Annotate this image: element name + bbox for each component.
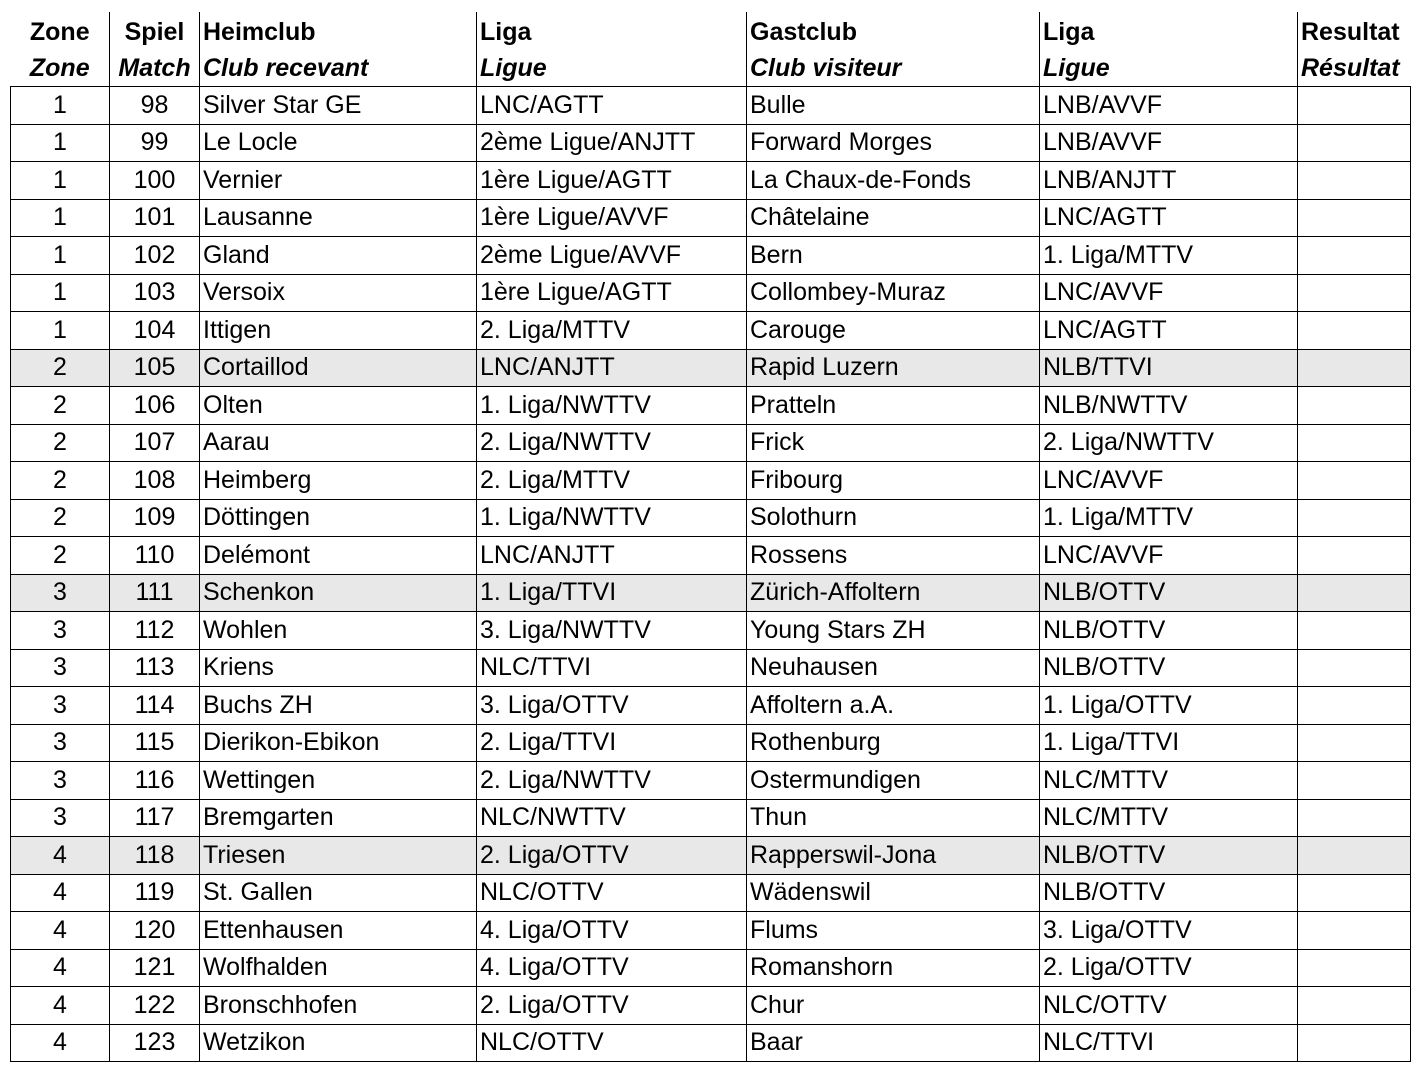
away-league-cell: NLB/OTTV	[1040, 837, 1298, 875]
result-cell	[1298, 837, 1411, 875]
fixture-table	[10, 12, 1411, 1062]
match-cell: 108	[110, 462, 200, 500]
away-league-cell: NLB/NWTTV	[1040, 387, 1298, 425]
header-home-league	[477, 12, 747, 87]
home-club-cell: Wettingen	[200, 762, 477, 800]
home-club-cell: Döttingen	[200, 499, 477, 537]
result-cell	[1298, 349, 1411, 387]
away-club-cell: Châtelaine	[747, 199, 1040, 237]
away-club-cell: Wädenswil	[747, 874, 1040, 912]
zone-cell: 3	[11, 762, 110, 800]
zone-cell: 3	[11, 612, 110, 650]
table-row	[11, 724, 1411, 762]
home-league-cell: LNC/ANJTT	[477, 349, 747, 387]
zone-cell: 4	[11, 1024, 110, 1062]
match-cell: 120	[110, 912, 200, 950]
result-cell	[1298, 762, 1411, 800]
home-club-cell: Schenkon	[200, 574, 477, 612]
zone-cell: 1	[11, 312, 110, 350]
away-league-cell: NLB/TTVI	[1040, 349, 1298, 387]
away-league-cell: 2. Liga/NWTTV	[1040, 424, 1298, 462]
home-club-cell: Cortaillod	[200, 349, 477, 387]
table-row	[11, 312, 1411, 350]
home-club-cell: Olten	[200, 387, 477, 425]
table-row	[11, 987, 1411, 1025]
home-club-cell: Vernier	[200, 162, 477, 200]
away-league-cell: LNC/AGTT	[1040, 312, 1298, 350]
home-league-cell: NLC/OTTV	[477, 1024, 747, 1062]
match-cell: 114	[110, 687, 200, 725]
result-cell	[1298, 162, 1411, 200]
home-club-cell: Silver Star GE	[200, 87, 477, 125]
away-club-cell: Chur	[747, 987, 1040, 1025]
home-league-cell: 4. Liga/OTTV	[477, 949, 747, 987]
match-cell: 115	[110, 724, 200, 762]
result-cell	[1298, 987, 1411, 1025]
table-row	[11, 762, 1411, 800]
home-league-cell: NLC/NWTTV	[477, 799, 747, 837]
away-club-cell: Zürich-Affoltern	[747, 574, 1040, 612]
result-cell	[1298, 799, 1411, 837]
table-row	[11, 799, 1411, 837]
result-cell	[1298, 199, 1411, 237]
header-away	[747, 12, 1040, 87]
away-club-cell: Collombey-Muraz	[747, 274, 1040, 312]
home-league-cell: 1ère Ligue/AGTT	[477, 274, 747, 312]
match-cell: 102	[110, 237, 200, 275]
result-cell	[1298, 874, 1411, 912]
match-cell: 109	[110, 499, 200, 537]
table-row	[11, 649, 1411, 687]
table-row	[11, 424, 1411, 462]
header-away-league	[1040, 12, 1298, 87]
match-cell: 107	[110, 424, 200, 462]
home-club-cell: Bremgarten	[200, 799, 477, 837]
zone-cell: 3	[11, 799, 110, 837]
home-league-cell: 3. Liga/OTTV	[477, 687, 747, 725]
match-cell: 105	[110, 349, 200, 387]
result-cell	[1298, 424, 1411, 462]
match-cell: 110	[110, 537, 200, 575]
zone-cell: 3	[11, 649, 110, 687]
zone-cell: 3	[11, 724, 110, 762]
match-cell: 119	[110, 874, 200, 912]
home-league-cell: 1. Liga/NWTTV	[477, 499, 747, 537]
result-cell	[1298, 649, 1411, 687]
away-club-cell: La Chaux-de-Fonds	[747, 162, 1040, 200]
home-club-cell: Delémont	[200, 537, 477, 575]
zone-cell: 4	[11, 874, 110, 912]
home-league-cell: 4. Liga/OTTV	[477, 912, 747, 950]
table-row	[11, 837, 1411, 875]
match-cell: 101	[110, 199, 200, 237]
header-away-de: Gastclub	[750, 18, 857, 46]
away-club-cell: Rossens	[747, 537, 1040, 575]
table-row	[11, 274, 1411, 312]
table-row	[11, 237, 1411, 275]
header-match	[110, 12, 200, 87]
header-home	[200, 12, 477, 87]
match-cell: 98	[110, 87, 200, 125]
home-club-cell: Ittigen	[200, 312, 477, 350]
result-cell	[1298, 724, 1411, 762]
away-club-cell: Baar	[747, 1024, 1040, 1062]
home-league-cell: 2ème Ligue/AVVF	[477, 237, 747, 275]
away-club-cell: Flums	[747, 912, 1040, 950]
away-club-cell: Frick	[747, 424, 1040, 462]
home-league-cell: 2. Liga/MTTV	[477, 462, 747, 500]
result-cell	[1298, 87, 1411, 125]
away-club-cell: Bulle	[747, 87, 1040, 125]
home-league-cell: 1ère Ligue/AGTT	[477, 162, 747, 200]
zone-cell: 1	[11, 124, 110, 162]
away-league-cell: LNC/AGTT	[1040, 199, 1298, 237]
header-zone-de: Zone	[29, 18, 90, 46]
away-league-cell: NLB/OTTV	[1040, 874, 1298, 912]
zone-cell: 2	[11, 424, 110, 462]
away-league-cell: NLB/OTTV	[1040, 574, 1298, 612]
result-cell	[1298, 462, 1411, 500]
away-league-cell: LNC/AVVF	[1040, 537, 1298, 575]
away-club-cell: Rothenburg	[747, 724, 1040, 762]
home-club-cell: Bronschhofen	[200, 987, 477, 1025]
match-cell: 122	[110, 987, 200, 1025]
zone-cell: 1	[11, 274, 110, 312]
match-cell: 99	[110, 124, 200, 162]
table-row	[11, 912, 1411, 950]
away-club-cell: Thun	[747, 799, 1040, 837]
home-league-cell: NLC/TTVI	[477, 649, 747, 687]
result-cell	[1298, 312, 1411, 350]
home-league-cell: 2. Liga/OTTV	[477, 837, 747, 875]
home-league-cell: 2. Liga/OTTV	[477, 987, 747, 1025]
away-league-cell: LNC/AVVF	[1040, 274, 1298, 312]
table-row	[11, 387, 1411, 425]
home-club-cell: St. Gallen	[200, 874, 477, 912]
result-cell	[1298, 912, 1411, 950]
away-league-cell: 1. Liga/OTTV	[1040, 687, 1298, 725]
result-cell	[1298, 387, 1411, 425]
result-cell	[1298, 612, 1411, 650]
home-club-cell: Kriens	[200, 649, 477, 687]
header-away-fr: Club visiteur	[750, 54, 902, 82]
away-club-cell: Carouge	[747, 312, 1040, 350]
match-cell: 118	[110, 837, 200, 875]
header-result-de: Resultat	[1301, 18, 1400, 46]
zone-cell: 4	[11, 912, 110, 950]
home-club-cell: Wetzikon	[200, 1024, 477, 1062]
home-league-cell: 1. Liga/NWTTV	[477, 387, 747, 425]
home-league-cell: 3. Liga/NWTTV	[477, 612, 747, 650]
table-row	[11, 87, 1411, 125]
home-club-cell: Buchs ZH	[200, 687, 477, 725]
away-club-cell: Young Stars ZH	[747, 612, 1040, 650]
zone-cell: 4	[11, 949, 110, 987]
home-club-cell: Le Locle	[200, 124, 477, 162]
away-league-cell: NLC/MTTV	[1040, 762, 1298, 800]
zone-cell: 2	[11, 349, 110, 387]
zone-cell: 4	[11, 837, 110, 875]
table-row	[11, 874, 1411, 912]
header-home-league-de: Liga	[480, 18, 532, 46]
away-league-cell: LNB/ANJTT	[1040, 162, 1298, 200]
zone-cell: 3	[11, 687, 110, 725]
away-club-cell: Solothurn	[747, 499, 1040, 537]
home-club-cell: Lausanne	[200, 199, 477, 237]
home-club-cell: Heimberg	[200, 462, 477, 500]
header-match-de: Spiel	[124, 18, 185, 46]
away-club-cell: Bern	[747, 237, 1040, 275]
table-row	[11, 612, 1411, 650]
away-league-cell: NLB/OTTV	[1040, 649, 1298, 687]
result-cell	[1298, 499, 1411, 537]
away-club-cell: Pratteln	[747, 387, 1040, 425]
header-zone-fr: Zone	[29, 54, 90, 82]
header-away-league-de: Liga	[1043, 18, 1095, 46]
header-zone	[11, 12, 110, 87]
result-cell	[1298, 1024, 1411, 1062]
header-home-fr: Club recevant	[203, 54, 369, 82]
zone-cell: 2	[11, 537, 110, 575]
home-league-cell: LNC/ANJTT	[477, 537, 747, 575]
home-league-cell: LNC/AGTT	[477, 87, 747, 125]
header-match-fr: Match	[118, 54, 191, 82]
match-cell: 123	[110, 1024, 200, 1062]
match-cell: 113	[110, 649, 200, 687]
away-league-cell: 2. Liga/OTTV	[1040, 949, 1298, 987]
home-club-cell: Aarau	[200, 424, 477, 462]
table-row	[11, 687, 1411, 725]
away-club-cell: Rapperswil-Jona	[747, 837, 1040, 875]
home-league-cell: 2. Liga/TTVI	[477, 724, 747, 762]
home-league-cell: 2ème Ligue/ANJTT	[477, 124, 747, 162]
home-club-cell: Versoix	[200, 274, 477, 312]
result-cell	[1298, 124, 1411, 162]
header-away-league-fr: Ligue	[1043, 54, 1110, 82]
header-result-fr: Résultat	[1301, 54, 1400, 82]
table-row	[11, 499, 1411, 537]
home-league-cell: 1ère Ligue/AVVF	[477, 199, 747, 237]
match-cell: 103	[110, 274, 200, 312]
fixture-body	[11, 87, 1411, 1062]
home-club-cell: Ettenhausen	[200, 912, 477, 950]
away-league-cell: NLC/OTTV	[1040, 987, 1298, 1025]
away-club-cell: Ostermundigen	[747, 762, 1040, 800]
away-club-cell: Affoltern a.A.	[747, 687, 1040, 725]
table-row	[11, 949, 1411, 987]
result-cell	[1298, 537, 1411, 575]
match-cell: 117	[110, 799, 200, 837]
home-club-cell: Wolfhalden	[200, 949, 477, 987]
header-result	[1298, 12, 1411, 87]
home-league-cell: 1. Liga/TTVI	[477, 574, 747, 612]
zone-cell: 4	[11, 987, 110, 1025]
home-club-cell: Triesen	[200, 837, 477, 875]
away-league-cell: 1. Liga/TTVI	[1040, 724, 1298, 762]
zone-cell: 1	[11, 199, 110, 237]
match-cell: 116	[110, 762, 200, 800]
away-league-cell: 3. Liga/OTTV	[1040, 912, 1298, 950]
home-league-cell: NLC/OTTV	[477, 874, 747, 912]
result-cell	[1298, 237, 1411, 275]
header-home-league-fr: Ligue	[480, 54, 547, 82]
home-club-cell: Wohlen	[200, 612, 477, 650]
table-row	[11, 349, 1411, 387]
table-row	[11, 462, 1411, 500]
table-row	[11, 124, 1411, 162]
away-league-cell: 1. Liga/MTTV	[1040, 237, 1298, 275]
match-cell: 100	[110, 162, 200, 200]
home-league-cell: 2. Liga/MTTV	[477, 312, 747, 350]
match-cell: 121	[110, 949, 200, 987]
away-club-cell: Neuhausen	[747, 649, 1040, 687]
away-club-cell: Fribourg	[747, 462, 1040, 500]
away-club-cell: Rapid Luzern	[747, 349, 1040, 387]
away-league-cell: LNB/AVVF	[1040, 124, 1298, 162]
table-row	[11, 199, 1411, 237]
table-row	[11, 1024, 1411, 1062]
match-cell: 104	[110, 312, 200, 350]
zone-cell: 1	[11, 237, 110, 275]
zone-cell: 1	[11, 87, 110, 125]
home-club-cell: Dierikon-Ebikon	[200, 724, 477, 762]
match-cell: 111	[110, 574, 200, 612]
table-row	[11, 537, 1411, 575]
zone-cell: 3	[11, 574, 110, 612]
header-row	[11, 12, 1411, 87]
home-club-cell: Gland	[200, 237, 477, 275]
zone-cell: 2	[11, 387, 110, 425]
away-league-cell: NLB/OTTV	[1040, 612, 1298, 650]
zone-cell: 2	[11, 462, 110, 500]
away-league-cell: LNB/AVVF	[1040, 87, 1298, 125]
away-league-cell: LNC/AVVF	[1040, 462, 1298, 500]
result-cell	[1298, 574, 1411, 612]
away-league-cell: NLC/MTTV	[1040, 799, 1298, 837]
away-league-cell: 1. Liga/MTTV	[1040, 499, 1298, 537]
home-league-cell: 2. Liga/NWTTV	[477, 424, 747, 462]
away-league-cell: NLC/TTVI	[1040, 1024, 1298, 1062]
result-cell	[1298, 274, 1411, 312]
zone-cell: 2	[11, 499, 110, 537]
result-cell	[1298, 687, 1411, 725]
table-row	[11, 162, 1411, 200]
away-club-cell: Romanshorn	[747, 949, 1040, 987]
zone-cell: 1	[11, 162, 110, 200]
match-cell: 106	[110, 387, 200, 425]
result-cell	[1298, 949, 1411, 987]
header-home-de: Heimclub	[203, 18, 316, 46]
away-club-cell: Forward Morges	[747, 124, 1040, 162]
home-league-cell: 2. Liga/NWTTV	[477, 762, 747, 800]
match-cell: 112	[110, 612, 200, 650]
table-row	[11, 574, 1411, 612]
